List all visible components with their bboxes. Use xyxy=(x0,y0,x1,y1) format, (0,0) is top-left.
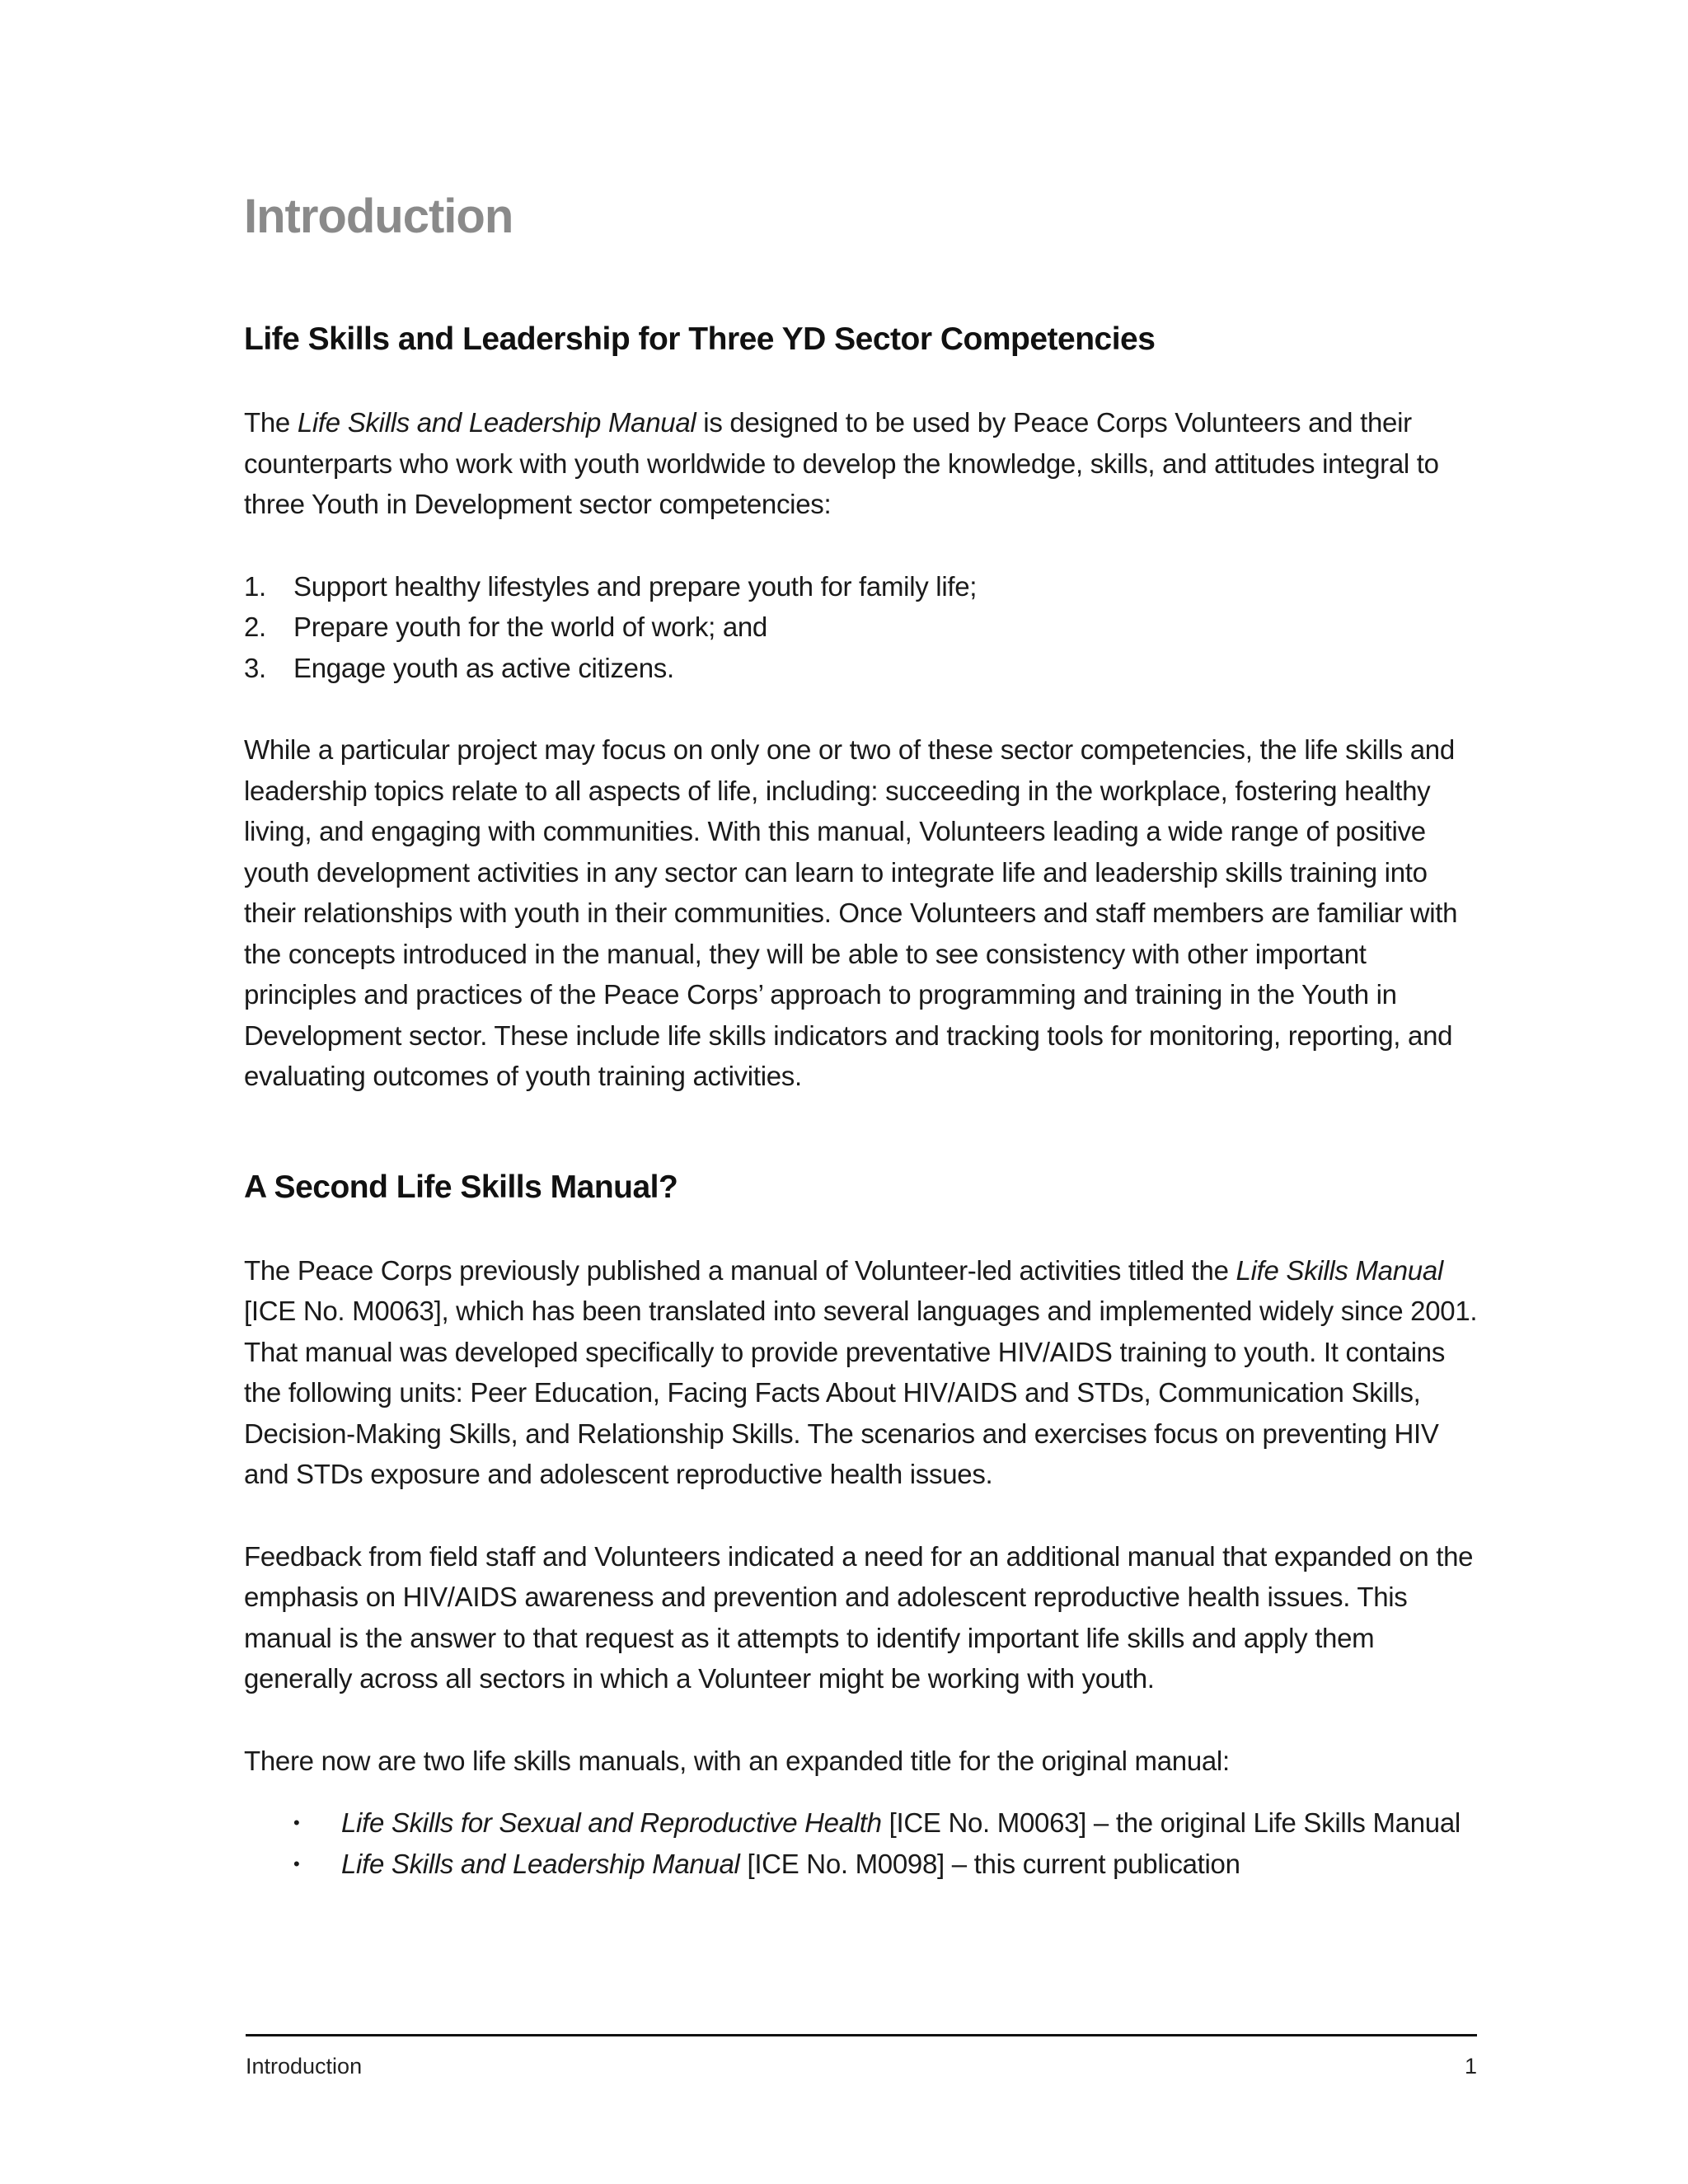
list-item xyxy=(244,566,1480,607)
page-title: Introduction xyxy=(244,190,513,243)
bullet-item xyxy=(244,1844,1480,1885)
list-number: 3. xyxy=(244,652,266,683)
list-item xyxy=(244,648,1480,689)
footer-divider xyxy=(246,2034,1477,2036)
intro-rest: is designed to be used by Peace Corps Volunteers and their counterparts who work with youth worldwide to develop the knowledge, skills, and attitudes integral to three Youth in Development sector competencies: xyxy=(244,407,1439,519)
footer-section-label: Introduction xyxy=(246,2054,363,2079)
previous-lead: The Peace Corps previously published a manual of Volunteer-led activities titled the xyxy=(244,1254,1236,1286)
list-number: 2. xyxy=(244,612,266,642)
section-heading-competencies: Life Skills and Leadership for Three YD Sector Competencies xyxy=(244,321,1156,357)
manual-title-italic: Life Skills and Leadership Manual xyxy=(297,407,696,438)
previous-rest: [ICE No. M0063], which has been translated into several languages and implemented widely since 2001. That manual was developed specifically to provide preventative HIV/AIDS training to youth. It contains the following units: Peer Education, Facing Facts About HIV/AIDS and STDs, Communication Skills, Decision-Making Skills, and Relationship Skills. The scenarios and exercises focus on preventing HIV and STDs exposure and adolescent reproductive health issues. xyxy=(244,1296,1478,1489)
manuals-bullet-list xyxy=(244,1802,1480,1884)
bullet-title-italic: Life Skills for Sexual and Reproductive Health xyxy=(341,1807,882,1838)
previous-manual-paragraph xyxy=(244,1250,1480,1495)
list-text: Prepare youth for the world of work; and xyxy=(293,612,767,642)
bullet-icon: • xyxy=(293,1812,300,1833)
bullet-icon: • xyxy=(293,1853,300,1874)
sector-paragraph: While a particular project may focus on only one or two of these sector competencies, the life skills and leadership topics relate to all aspects of life, including: succeeding in the workplace, fostering healthy living, and engaging with communities. With this manual, Volunteers leading a wide range of positive youth development activities in any sector can learn to integrate life and leadership skills training into their relationships with youth in their communities. Once Volunteers and staff members are familiar with the concepts introduced in the manual, they will be able to see consistency with other important principles and practices of the Peace Corps’ approach to programming and training in the Youth in Development sector. These include life skills indicators and tracking tools for monitoring, reporting, and evaluating outcomes of youth training activities. xyxy=(244,734,1458,1091)
bullet-text xyxy=(341,1844,1240,1885)
list-item xyxy=(244,607,1480,648)
intro-lead: The xyxy=(244,407,298,438)
section-heading-second-manual: A Second Life Skills Manual? xyxy=(244,1169,678,1205)
two-manuals-paragraph: There now are two life skills manuals, with an expanded title for the original manual: xyxy=(244,1745,1230,1776)
list-number: 1. xyxy=(244,570,266,602)
competencies-list xyxy=(244,566,1480,689)
footer-page-number: 1 xyxy=(1464,2054,1477,2079)
bullet-item xyxy=(244,1802,1480,1844)
bullet-text xyxy=(341,1802,1461,1844)
previous-title-italic: Life Skills Manual xyxy=(1236,1254,1443,1286)
bullet-rest: [ICE No. M0063] – the original Life Skills Manual xyxy=(881,1807,1461,1838)
feedback-paragraph: Feedback from field staff and Volunteers indicated a need for an additional manual that expanded on the emphasis on HIV/AIDS awareness and prevention and adolescent reproductive health issues. This manual is the answer to that request as it attempts to identify important life skills and apply them generally across all sectors in which a Volunteer might be working with youth. xyxy=(244,1540,1474,1694)
intro-paragraph xyxy=(244,402,1480,525)
list-text: Support healthy lifestyles and prepare youth for family life; xyxy=(293,570,978,602)
bullet-rest: [ICE No. M0098] – this current publication xyxy=(739,1848,1240,1879)
bullet-title-italic: Life Skills and Leadership Manual xyxy=(341,1848,740,1879)
page-content xyxy=(244,183,1480,1884)
list-text: Engage youth as active citizens. xyxy=(293,652,674,683)
